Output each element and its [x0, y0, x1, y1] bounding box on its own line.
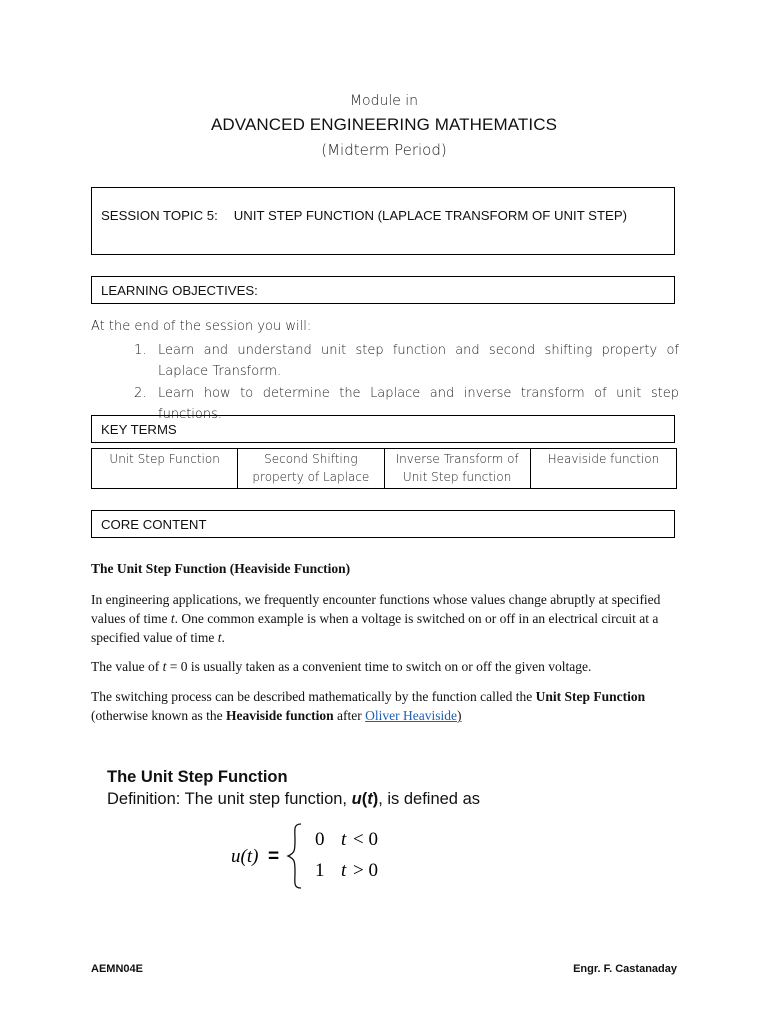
unit-step-formula: [225, 820, 415, 890]
definition-line: [107, 790, 480, 809]
text-run: In engineering applications, we frequently encounter functions whose values change abruptly at specified values of time: [91, 592, 661, 626]
objective-text: Learn and understand unit step function and second shifting property of Laplace Transform.: [158, 343, 679, 379]
table-row: [92, 449, 677, 489]
key-terms-box: [91, 415, 675, 443]
text-run: ): [456, 708, 462, 723]
key-term-cell: Inverse Transform of Unit Step function: [384, 449, 530, 489]
symbol-u: u: [351, 790, 362, 808]
session-topic-heading: [101, 208, 627, 223]
symbol-paren: ): [372, 790, 379, 808]
text-run: after: [333, 708, 366, 723]
core-content-box: [91, 510, 675, 538]
learning-objectives-heading: LEARNING OBJECTIVES:: [101, 283, 258, 298]
key-term-cell: Second Shifting property of Laplace: [238, 449, 384, 489]
oliver-heaviside-link[interactable]: Oliver Heaviside: [365, 708, 457, 723]
case2-condition: > 0: [353, 860, 378, 881]
footer-author: Engr. F. Castanaday: [573, 963, 677, 975]
text-run: , is defined as: [378, 790, 480, 808]
symbol-t: t: [367, 790, 373, 808]
period-label: (Midterm Period): [321, 141, 447, 159]
course-title: ADVANCED ENGINEERING MATHEMATICS: [210, 115, 558, 134]
text-run-bold: Heaviside function: [225, 708, 334, 723]
text-run: . One common example is when a voltage is switched on or off in an electrical circuit at a specified value of time: [91, 611, 659, 645]
session-topic-box: [91, 187, 675, 255]
case1-condition: < 0: [353, 829, 378, 850]
key-term-cell: Heaviside function: [530, 449, 676, 489]
formula-lhs: u(t): [231, 846, 259, 867]
text-run: The switching process can be described mathematically by the function called the: [91, 689, 536, 704]
module-in-label: Module in: [349, 93, 419, 109]
paragraph-intro: [91, 590, 675, 647]
objective-number: 2.: [134, 386, 147, 401]
text-run: Definition: The unit step function,: [107, 790, 352, 808]
paragraph-time-zero: [91, 657, 675, 676]
key-term-cell: Unit Step Function: [92, 449, 238, 489]
objectives-intro: At the end of the session you will:: [91, 319, 312, 334]
core-content-heading: CORE CONTENT: [101, 517, 207, 532]
text-run-italic: t: [162, 659, 167, 674]
text-run: = 0 is usually taken as a convenient time to switch on or off the given voltage.: [166, 659, 592, 674]
formula-equals: =: [268, 846, 280, 867]
text-run-italic: t: [217, 630, 222, 645]
objective-text: Learn how to determine the Laplace and inverse transform of unit step functions.: [158, 386, 679, 422]
text-run: (otherwise known as the: [91, 708, 226, 723]
text-run-italic: t: [170, 611, 175, 626]
paragraph-switching: [91, 687, 675, 725]
left-brace-icon: [288, 824, 301, 888]
case1-value: 0: [315, 829, 325, 850]
case2-value: 1: [315, 860, 325, 881]
session-topic-title: UNIT STEP FUNCTION (LAPLACE TRANSFORM OF UNIT STEP): [233, 208, 628, 223]
footer-course-code: AEMN04E: [91, 963, 143, 975]
definition-title: The Unit Step Function: [107, 768, 288, 786]
key-terms-table: [91, 448, 677, 489]
session-topic-prefix: SESSION TOPIC 5:: [101, 208, 218, 223]
text-run: .: [221, 630, 225, 645]
key-terms-heading: KEY TERMS: [101, 422, 177, 437]
section-subheading: The Unit Step Function (Heaviside Function): [91, 561, 351, 576]
learning-objectives-box: [91, 276, 675, 304]
objective-item: [134, 340, 679, 382]
symbol-paren: (: [361, 790, 368, 808]
case2-var: t: [341, 860, 347, 881]
objective-number: 1.: [134, 343, 147, 358]
text-run-bold: Unit Step Function: [535, 689, 646, 704]
text-run: The value of: [91, 659, 163, 674]
case1-var: t: [341, 829, 347, 850]
